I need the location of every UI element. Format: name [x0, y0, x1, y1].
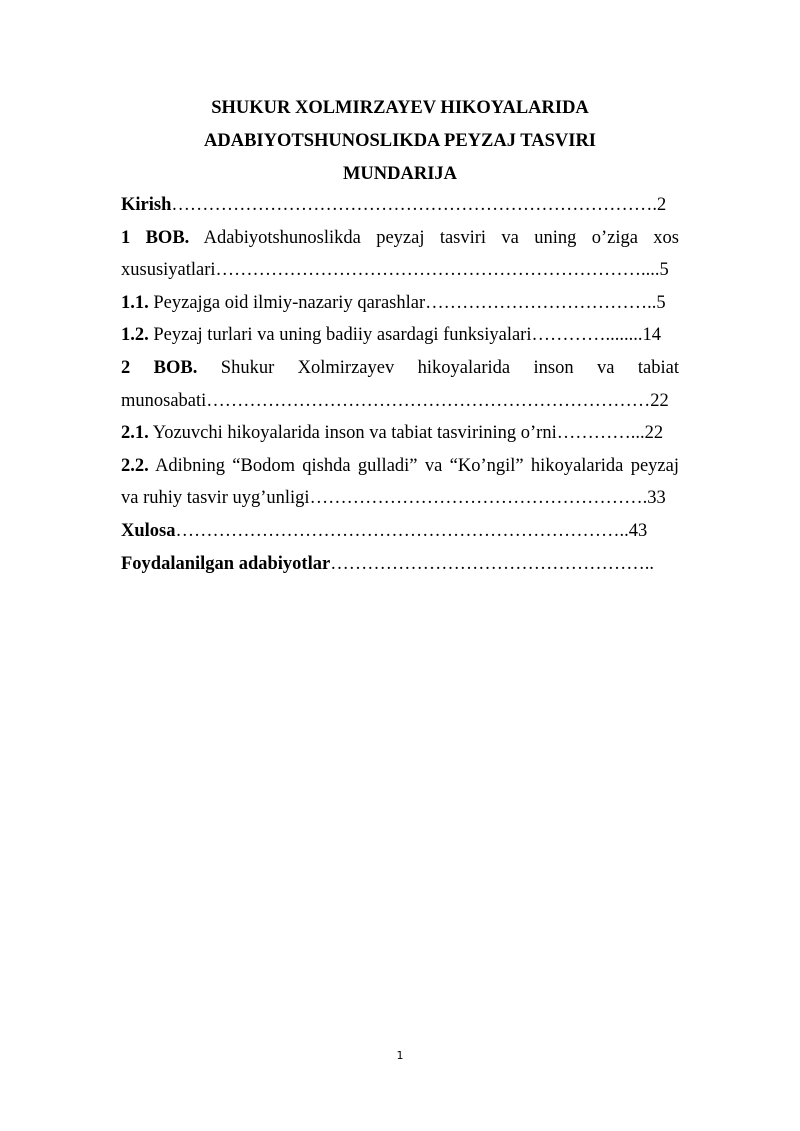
- toc-entry-1-2: [121, 323, 679, 356]
- toc-section-number: 1.1.: [121, 292, 149, 313]
- toc-section-number: 2.2.: [121, 455, 149, 476]
- toc-entry-bob1: [121, 226, 679, 259]
- toc-section-number: 2.1.: [121, 423, 149, 444]
- toc-chapter-title-cont: munosabati………………………………………………………………22: [121, 390, 669, 411]
- toc-chapter-title-cont: xususiyatlari……………………………………………………………....5: [121, 260, 669, 281]
- title-line-2: ADABIYOTSHUNOSLIKDA PEYZAJ TASVIRI: [203, 131, 596, 151]
- toc-entry-1-1: [121, 291, 679, 324]
- toc-section-number: 1.2.: [121, 325, 149, 346]
- toc-chapter-number: 1 BOB.: [121, 227, 190, 248]
- toc-entry-kirish: [121, 193, 679, 226]
- toc-section-title: Peyzaj turlari va uning badiiy asardagi funksiyalari…………........14: [153, 325, 661, 346]
- toc-section-title: Yozuvchi hikoyalarida inson va tabiat tasvirining o’rni…………...22: [152, 423, 664, 444]
- toc-entry-bob2-cont: [121, 389, 679, 422]
- toc-entry-foydalanilgan: [121, 552, 679, 585]
- toc-label: Xulosa: [121, 520, 176, 541]
- toc-leader: …………………………………………………………………….2: [171, 195, 667, 215]
- document-title: [0, 96, 800, 195]
- toc-section-title: Peyzajga oid ilmiy-nazariy qarashlar………………………………..5: [153, 292, 666, 313]
- toc-leader: ………………………………………………………………..43: [175, 520, 648, 541]
- toc-chapter-title: Shukur Xolmirzayev hikoyalarida inson va tabiat: [220, 357, 679, 378]
- toc-entry-2-2: [121, 454, 679, 487]
- toc-label: Foydalanilgan adabiyotlar: [121, 553, 331, 574]
- toc-leader: ……………………………………………..: [330, 553, 654, 574]
- toc-entry-2-2-cont: [121, 486, 679, 519]
- toc-section-title: Adibning “Bodom qishda gulladi” va “Ko’ngil” hikoyalarida peyzaj: [155, 455, 679, 476]
- toc-entry-2-1: [121, 421, 679, 454]
- toc-entry-bob2: [121, 356, 679, 389]
- page-number: 1: [396, 1049, 404, 1062]
- toc-chapter-number: 2 BOB.: [121, 357, 198, 378]
- toc-entry-xulosa: [121, 519, 679, 552]
- toc-section-title-cont: va ruhiy tasvir uyg’unligi……………………………………………….33: [121, 488, 666, 509]
- toc-entry-bob1-cont: [121, 258, 679, 291]
- table-of-contents: [121, 193, 679, 584]
- title-line-1: SHUKUR XOLMIRZAYEV HIKOYALARIDA: [211, 98, 589, 118]
- toc-chapter-title: Adabiyotshunoslikda peyzaj tasviri va uning o’ziga xos: [203, 227, 679, 248]
- toc-label: Kirish: [121, 195, 172, 215]
- contents-heading: MUNDARIJA: [342, 164, 458, 184]
